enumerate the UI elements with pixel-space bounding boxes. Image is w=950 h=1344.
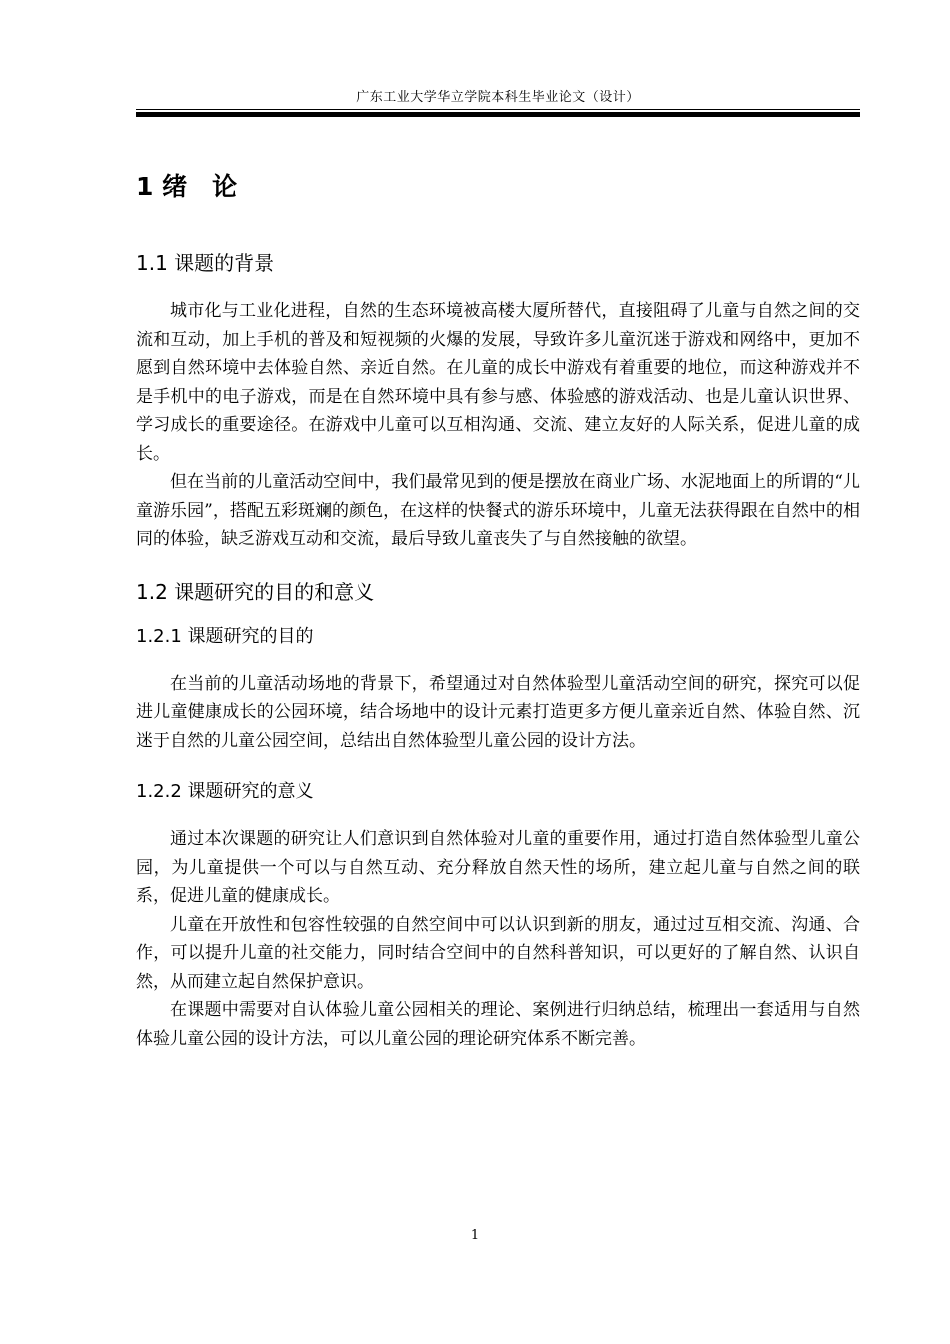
subsection-title-1-2-1: 1.2.1 课题研究的目的 [136,625,314,647]
running-header: 广东工业大学华立学院本科生毕业论文（设计） [356,90,640,105]
paragraph: 城市化与工业化进程，自然的生态环境被高楼大厦所替代，直接阻碍了儿童与自然之间的交流和互动，加上手机的普及和短视频的火爆的发展，导致许多儿童沉迷于游戏和网络中，更加不愿到自然环境中去体验自然、亲近自然。在儿童的成长中游戏有着重要的地位，而这种游戏并不是手机中的电子游戏，而是在自然环境中具有参与感、体验感的游戏活动、也是儿童认识世界、学习成长的重要途径。在游戏中儿童可以互相沟通、交流、建立友好的人际关系，促进儿童的成长。 [136,301,860,464]
header-rule-thick [136,112,860,117]
page-number: 1 [470,1228,480,1243]
section-title-1-1: 1.1 课题的背景 [136,251,275,275]
section-title-1-2: 1.2 课题研究的目的和意义 [136,579,375,604]
paragraph: 但在当前的儿童活动空间中，我们最常见到的便是摆放在商业广场、水泥地面上的所谓的“儿童游乐园”，搭配五彩斑斓的颜色，在这样的快餐式的游乐环境中，儿童无法获得跟在自然中的相同的体验，缺乏游戏互动和交流，最后导致儿童丧失了与自然接触的欲望。 [136,472,860,549]
chapter-title: 1 绪 论 [136,172,238,201]
page-content [136,164,860,1053]
spacer [136,554,860,576]
paragraph: 在当前的儿童活动场地的背景下，希望通过对自然体验型儿童活动空间的研究，探究可以促进儿童健康成长的公园环境，结合场地中的设计元素打造更多方便儿童亲近自然、体验自然、沉迷于自然的儿童公园空间，总结出自然体验型儿童公园的设计方法。 [136,673,860,751]
paragraph: 在课题中需要对自认体验儿童公园相关的理论、案例进行归纳总结，梳理出一套适用与自然体验儿童公园的设计方法，可以儿童公园的理论研究体系不断完善。 [136,1000,860,1049]
spacer [136,755,860,777]
subsection-title-1-2-2: 1.2.2 课题研究的意义 [136,781,314,802]
header-rule-thin [136,109,860,110]
paragraph: 儿童在开放性和包容性较强的自然空间中可以认识到新的朋友，通过过互相交流、沟通、合作，可以提升儿童的社交能力，同时结合空间中的自然科普知识，可以更好的了解自然、认识自然，从而建立起自然保护意识。 [136,914,860,992]
paragraph: 通过本次课题的研究让人们意识到自然体验对儿童的重要作用，通过打造自然体验型儿童公园，为儿童提供一个可以与自然互动、充分释放自然天性的场所，建立起儿童与自然之间的联系，促进儿童的健康成长。 [136,829,860,906]
